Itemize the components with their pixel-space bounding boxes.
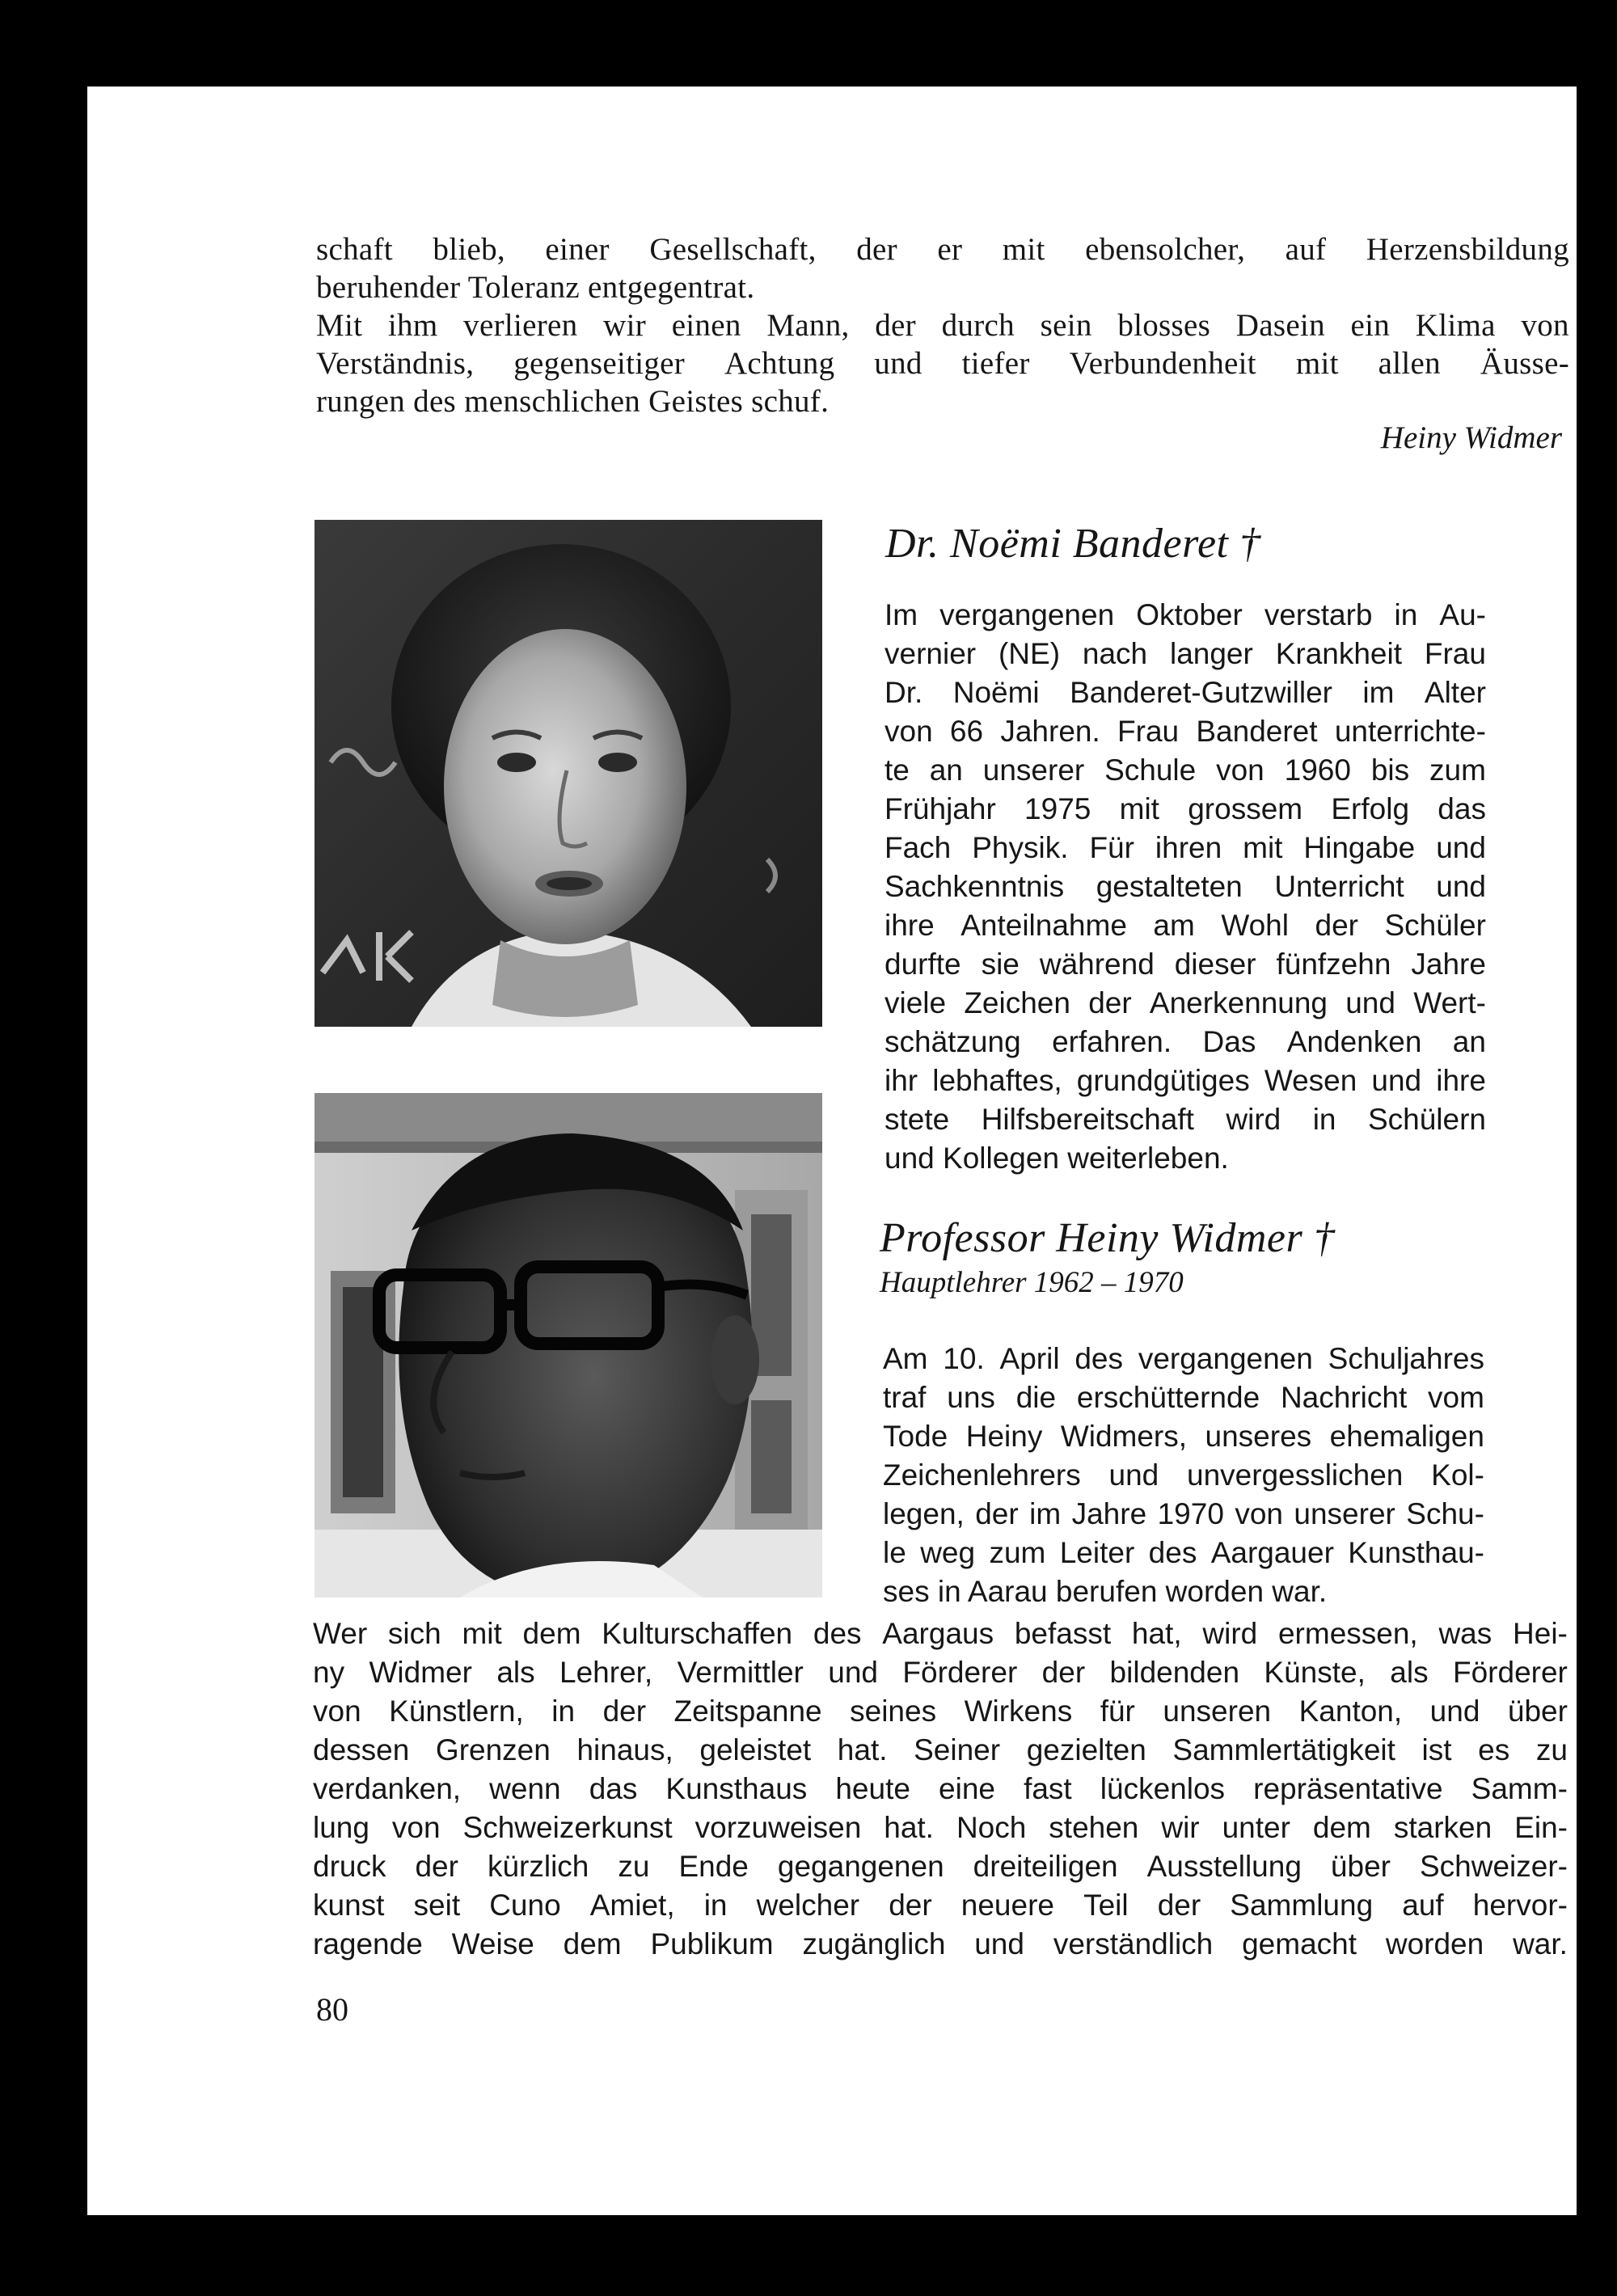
banderet-line: ihre Anteilnahme am Wohl der Schüler xyxy=(884,909,1486,942)
intro-line: Mit ihm verlieren wir einen Mann, der durch sein blosses Dasein ein Klima von xyxy=(316,308,1569,343)
intro-line: Verständnis, gegenseitiger Achtung und tiefer Verbundenheit mit allen Äusse- xyxy=(316,346,1569,381)
intro-line: rungen des menschlichen Geistes schuf. xyxy=(316,384,830,419)
portrait-photo-banderet xyxy=(315,520,822,1027)
page-number: 80 xyxy=(316,1991,348,2028)
banderet-line: Fach Physik. Für ihren mit Hingabe und xyxy=(884,831,1486,864)
banderet-line: durfte sie während dieser fünfzehn Jahre xyxy=(884,948,1486,981)
banderet-paragraph xyxy=(884,596,1486,1178)
intro-line: beruhender Toleranz entgegentrat. xyxy=(316,270,755,305)
widmer-full-line: ragende Weise dem Publikum zugänglich und verständlich gemacht worden war. xyxy=(313,1927,1568,1960)
intro-line: schaft blieb, einer Gesellschaft, der er mit ebensolcher, auf Herzensbildung xyxy=(316,232,1569,267)
banderet-line: Sachkenntnis gestalteten Unterricht und xyxy=(884,870,1486,903)
widmer-column-paragraph xyxy=(883,1340,1484,1611)
banderet-line: te an unserer Schule von 1960 bis zum xyxy=(884,753,1486,787)
banderet-line: und Kollegen weiterleben. xyxy=(884,1142,1229,1175)
subheading-widmer: Hauptlehrer 1962 – 1970 xyxy=(880,1266,1184,1299)
banderet-line: Im vergangenen Oktober verstarb in Au- xyxy=(884,598,1486,631)
widmer-column-line: Am 10. April des vergangenen Schuljahres xyxy=(883,1342,1484,1375)
widmer-full-line: dessen Grenzen hinaus, geleistet hat. Seiner gezielten Sammlertätigkeit ist es zu xyxy=(313,1733,1568,1766)
banderet-line: schätzung erfahren. Das Andenken an xyxy=(884,1025,1486,1058)
heading-banderet: Dr. Noëmi Banderet † xyxy=(885,521,1261,567)
widmer-full-line: ny Widmer als Lehrer, Vermittler und Förderer der bildenden Künste, als Förderer xyxy=(313,1656,1568,1689)
banderet-line: Frühjahr 1975 mit grossem Erfolg das xyxy=(884,792,1486,825)
portrait-photo-widmer xyxy=(315,1093,822,1597)
widmer-full-line: Wer sich mit dem Kulturschaffen des Aargaus befasst hat, wird ermessen, was Hei- xyxy=(313,1617,1568,1650)
widmer-full-line: verdanken, wenn das Kunsthaus heute eine fast lückenlos repräsentative Samm- xyxy=(313,1772,1568,1805)
banderet-line: viele Zeichen der Anerkennung und Wert- xyxy=(884,986,1486,1019)
intro-signature: Heiny Widmer xyxy=(1380,420,1562,455)
widmer-column-line: le weg zum Leiter des Aargauer Kunsthau- xyxy=(883,1536,1484,1569)
intro-paragraph xyxy=(316,230,1569,420)
widmer-column-line: Tode Heiny Widmers, unseres ehemaligen xyxy=(883,1420,1484,1453)
banderet-line: ihr lebhaftes, grundgütiges Wesen und ihre xyxy=(884,1064,1486,1097)
widmer-column-line: traf uns die erschütternde Nachricht vom xyxy=(883,1381,1484,1414)
document-page xyxy=(87,87,1577,2215)
heading-widmer: Professor Heiny Widmer † xyxy=(880,1215,1336,1261)
widmer-full-line: von Künstlern, in der Zeitspanne seines Wirkens für unseren Kanton, und über xyxy=(313,1695,1568,1728)
widmer-column-line: legen, der im Jahre 1970 von unserer Schu- xyxy=(883,1497,1484,1530)
widmer-full-line: lung von Schweizerkunst vorzuweisen hat. Noch stehen wir unter dem starken Ein- xyxy=(313,1811,1568,1844)
banderet-line: Dr. Noëmi Banderet-Gutzwiller im Alter xyxy=(884,676,1486,709)
widmer-column-line: Zeichenlehrers und unvergesslichen Kol- xyxy=(883,1458,1484,1492)
widmer-full-line: druck der kürzlich zu Ende gegangenen dreiteiligen Ausstellung über Schweizer- xyxy=(313,1850,1568,1883)
widmer-full-paragraph xyxy=(313,1614,1568,1964)
widmer-column-line: ses in Aarau berufen worden war. xyxy=(883,1575,1328,1608)
widmer-full-line: kunst seit Cuno Amiet, in welcher der neuere Teil der Sammlung auf hervor- xyxy=(313,1889,1568,1922)
banderet-line: stete Hilfsbereitschaft wird in Schülern xyxy=(884,1103,1486,1136)
banderet-line: vernier (NE) nach langer Krankheit Frau xyxy=(884,637,1486,670)
banderet-line: von 66 Jahren. Frau Banderet unterrichte- xyxy=(884,715,1486,748)
